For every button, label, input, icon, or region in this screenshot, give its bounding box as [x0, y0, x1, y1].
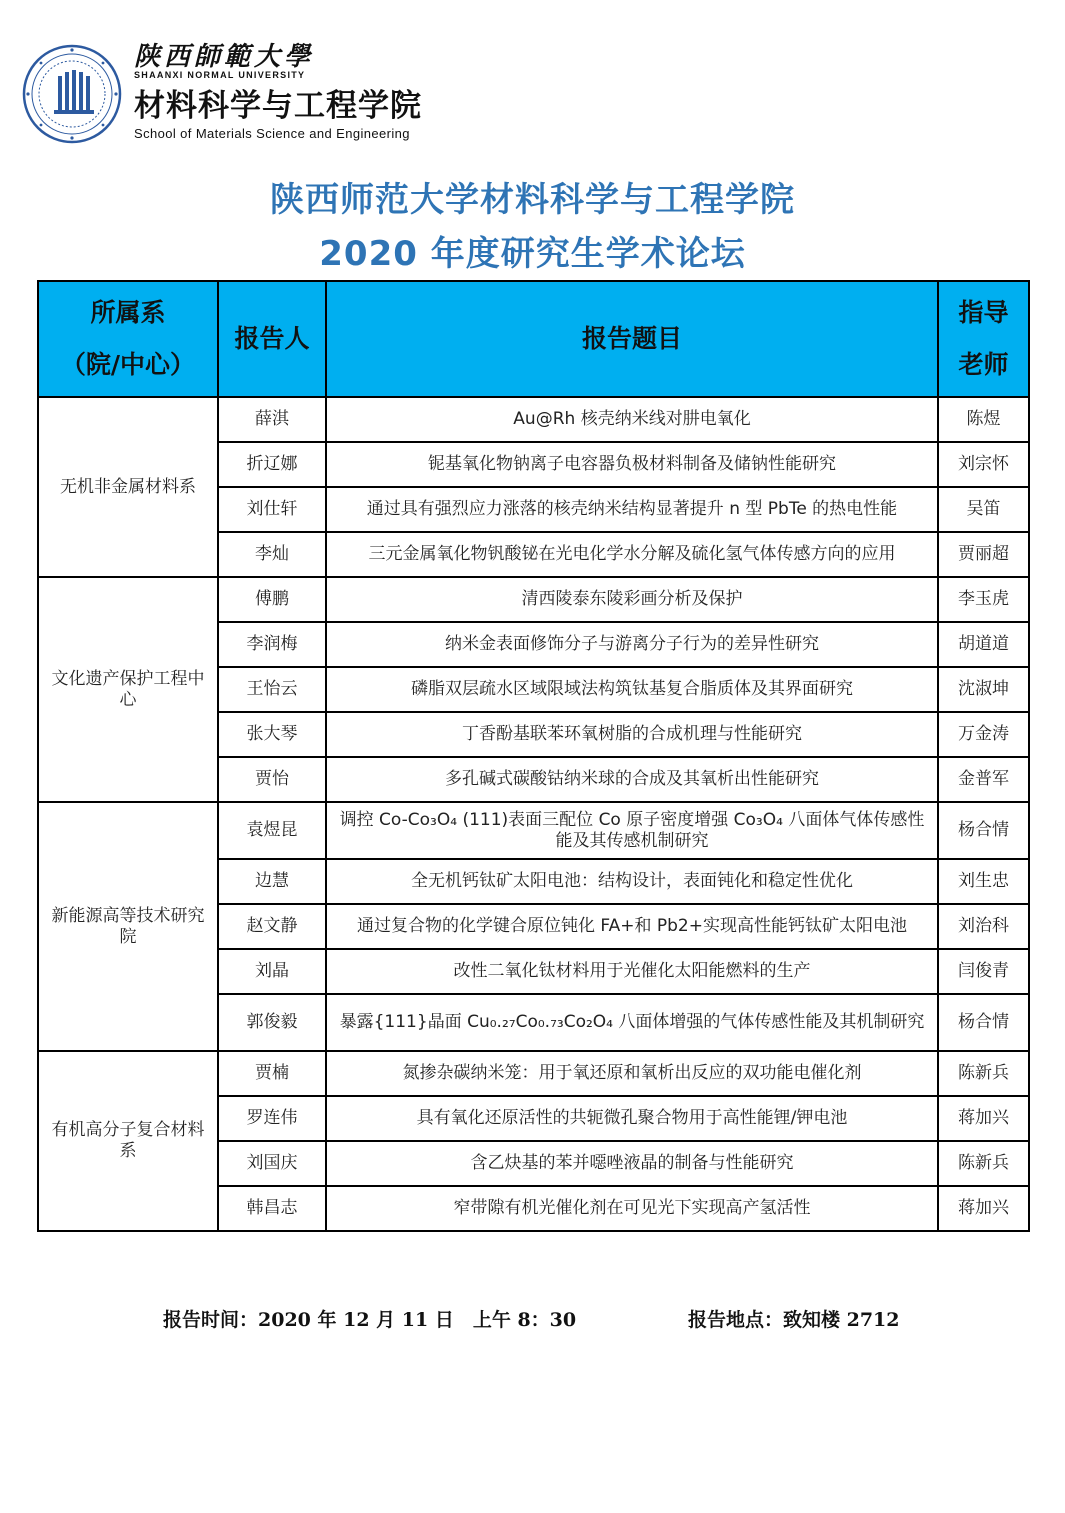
advisor-cell: 贾丽超 [938, 532, 1029, 577]
advisor-cell: 陈新兵 [938, 1141, 1029, 1186]
speaker-cell: 折辽娜 [218, 442, 326, 487]
topic-cell: 调控 Co-Co₃O₄ (111)表面三配位 Co 原子密度增强 Co₃O₄ 八面体气体传感性能及其传感机制研究 [326, 802, 938, 859]
speaker-cell: 刘国庆 [218, 1141, 326, 1186]
speaker-cell: 王怡云 [218, 667, 326, 712]
topic-cell: 改性二氧化钛材料用于光催化太阳能燃料的生产 [326, 949, 938, 994]
page-title-line2: 2020 年度研究生学术论坛 [319, 234, 746, 274]
topic-cell: 纳米金表面修饰分子与游离分子行为的差异性研究 [326, 622, 938, 667]
topic-cell: 含乙炔基的苯并噁唑液晶的制备与性能研究 [326, 1141, 938, 1186]
table-row [38, 397, 1029, 442]
topic-cell: 具有氧化还原活性的共轭微孔聚合物用于高性能锂/钾电池 [326, 1096, 938, 1141]
report-time: 报告时间：2020 年 12 月 11 日 上午 8：30 [163, 1309, 577, 1331]
topic-cell: 暴露{111}晶面 Cu₀.₂₇Co₀.₇₃Co₂O₄ 八面体增强的气体传感性能及其机制研究 [326, 994, 938, 1051]
advisor-cell: 刘生忠 [938, 859, 1029, 904]
letterhead-text [134, 42, 422, 141]
topic-cell: 三元金属氧化物钒酸铋在光电化学水分解及硫化氢气体传感方向的应用 [326, 532, 938, 577]
topic-cell: Au@Rh 核壳纳米线对肼电氧化 [326, 397, 938, 442]
page-title-line1: 陕西师范大学材料科学与工程学院 [270, 180, 795, 220]
advisor-cell: 吴笛 [938, 487, 1029, 532]
topic-cell: 窄带隙有机光催化剂在可见光下实现高产氢活性 [326, 1186, 938, 1231]
advisor-cell: 闫俊青 [938, 949, 1029, 994]
speaker-cell: 李润梅 [218, 622, 326, 667]
speaker-cell: 袁煜昆 [218, 802, 326, 859]
speaker-cell: 傅鹏 [218, 577, 326, 622]
speaker-cell: 张大琴 [218, 712, 326, 757]
university-name-cn: 陕西師範大學 [134, 42, 315, 72]
advisor-cell: 沈淑坤 [938, 667, 1029, 712]
university-name-en: SHAANXI NORMAL UNIVERSITY [134, 70, 306, 80]
advisor-cell: 陈煜 [938, 397, 1029, 442]
topic-cell: 多孔碱式碳酸钴纳米球的合成及其氧析出性能研究 [326, 757, 938, 802]
topic-cell: 氮掺杂碳纳米笼：用于氧还原和氧析出反应的双功能电催化剂 [326, 1051, 938, 1096]
advisor-cell: 李玉虎 [938, 577, 1029, 622]
header-department-line1: 所属系 [90, 298, 166, 327]
speaker-cell: 罗连伟 [218, 1096, 326, 1141]
topic-cell: 丁香酚基联苯环氧树脂的合成机理与性能研究 [326, 712, 938, 757]
table-row [38, 577, 1029, 622]
speaker-cell: 郭俊毅 [218, 994, 326, 1051]
table-row [38, 802, 1029, 859]
header-speaker: 报告人 [218, 281, 326, 397]
header-topic: 报告题目 [326, 281, 938, 397]
table-row [38, 1051, 1029, 1096]
speaker-cell: 边慧 [218, 859, 326, 904]
advisor-cell: 杨合情 [938, 994, 1029, 1051]
university-seal-icon [22, 44, 122, 144]
letterhead [22, 42, 462, 152]
advisor-cell: 刘宗怀 [938, 442, 1029, 487]
advisor-cell: 陈新兵 [938, 1051, 1029, 1096]
topic-cell: 磷脂双层疏水区域限域法构筑钛基复合脂质体及其界面研究 [326, 667, 938, 712]
department-cell: 有机高分子复合材料系 [38, 1051, 218, 1231]
header-advisor-line1: 指导 [958, 298, 1009, 327]
department-cell: 文化遗产保护工程中心 [38, 577, 218, 802]
speaker-cell: 刘晶 [218, 949, 326, 994]
speaker-cell: 薛淇 [218, 397, 326, 442]
advisor-cell: 万金涛 [938, 712, 1029, 757]
speaker-cell: 赵文静 [218, 904, 326, 949]
topic-cell: 全无机钙钛矿太阳电池：结构设计，表面钝化和稳定性优化 [326, 859, 938, 904]
school-name-en: School of Materials Science and Engineering [134, 126, 410, 141]
advisor-cell: 蒋加兴 [938, 1096, 1029, 1141]
header-advisor-line2: 老师 [958, 350, 1009, 379]
advisor-cell: 刘治科 [938, 904, 1029, 949]
department-cell: 新能源高等技术研究院 [38, 802, 218, 1051]
speaker-cell: 李灿 [218, 532, 326, 577]
table-header-row [38, 281, 1029, 397]
topic-cell: 清西陵泰东陵彩画分析及保护 [326, 577, 938, 622]
topic-cell: 铌基氧化物钠离子电容器负极材料制备及储钠性能研究 [326, 442, 938, 487]
header-department-line2: （院/中心） [60, 350, 196, 379]
program-table [37, 280, 1030, 1232]
school-name-cn: 材料科学与工程学院 [134, 88, 422, 124]
topic-cell: 通过复合物的化学键合原位钝化 FA+和 Pb2+实现高性能钙钛矿太阳电池 [326, 904, 938, 949]
department-cell: 无机非金属材料系 [38, 397, 218, 577]
speaker-cell: 韩昌志 [218, 1186, 326, 1231]
topic-cell: 通过具有强烈应力涨落的核壳纳米结构显著提升 n 型 PbTe 的热电性能 [326, 487, 938, 532]
advisor-cell: 杨合情 [938, 802, 1029, 859]
header-advisor [938, 281, 1029, 397]
advisor-cell: 金普军 [938, 757, 1029, 802]
speaker-cell: 刘仕轩 [218, 487, 326, 532]
speaker-cell: 贾楠 [218, 1051, 326, 1096]
advisor-cell: 蒋加兴 [938, 1186, 1029, 1231]
report-location: 报告地点：致知楼 2712 [688, 1309, 900, 1331]
header-department [38, 281, 218, 397]
speaker-cell: 贾怡 [218, 757, 326, 802]
advisor-cell: 胡道道 [938, 622, 1029, 667]
